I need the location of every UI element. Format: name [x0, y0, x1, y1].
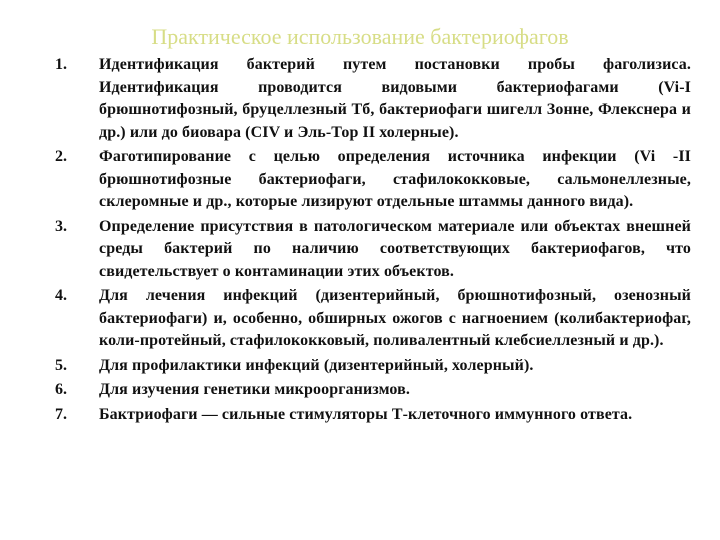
usage-list [0, 54, 720, 428]
item-number: 1. [55, 56, 67, 73]
item-text: Идентификация бактерий путем постановки пробы фаголизиса. Идентификация проводится видовыми бактериофагами (Vi-I брюшнотифозный, бруцеллезный Тб, бактериофаги шигелл Зонне, Флекснера и др.) или до биовара (CIV и Эль-Тор II холерные). [99, 56, 691, 141]
slide-title: Практическое использование бактериофагов [151, 24, 569, 49]
list-item-6 [0, 379, 720, 402]
item-number: 5. [55, 356, 67, 374]
item-number: 6. [55, 381, 67, 398]
list-item-1 [0, 54, 720, 144]
item-text: Бактриофаги — сильные стимуляторы Т-клеточного иммунного ответа. [99, 405, 633, 423]
item-number: 3. [55, 217, 67, 235]
item-text: Для профилактики инфекций (дизентерийный, холерный). [99, 356, 534, 374]
item-number: 2. [55, 148, 67, 165]
item-number: 7. [55, 405, 67, 423]
item-text: Фаготипирование с целью определения источника инфекции (Vi -II брюшнотифозные бактериофаги, стафилококковые, сальмонеллезные, склеромные и др., которые лизируют отдельные штаммы данного вида). [99, 148, 691, 210]
item-text: Для лечения инфекций (дизентерийный, брюшнотифозный, озенозный бактериофаги) и, особенно, обширных ожогов с нагноением (колибактериофаг, коли-протейный, стафилококковый, поливалентный клебсиеллезный и др.). [99, 287, 691, 349]
item-text: Определение присутствия в патологическом материале или объектах внешней среды бактерий по наличию соответствующих бактериофагов, что свидетельствует о контаминации этих объектов. [99, 217, 691, 280]
item-text: Для изучения генетики микроорганизмов. [99, 381, 410, 398]
list-item-4 [0, 285, 720, 353]
item-number: 4. [55, 287, 67, 304]
list-item-3 [0, 216, 720, 284]
list-item-5 [0, 355, 720, 378]
list-item-2 [0, 146, 720, 214]
list-item-7 [0, 404, 720, 427]
